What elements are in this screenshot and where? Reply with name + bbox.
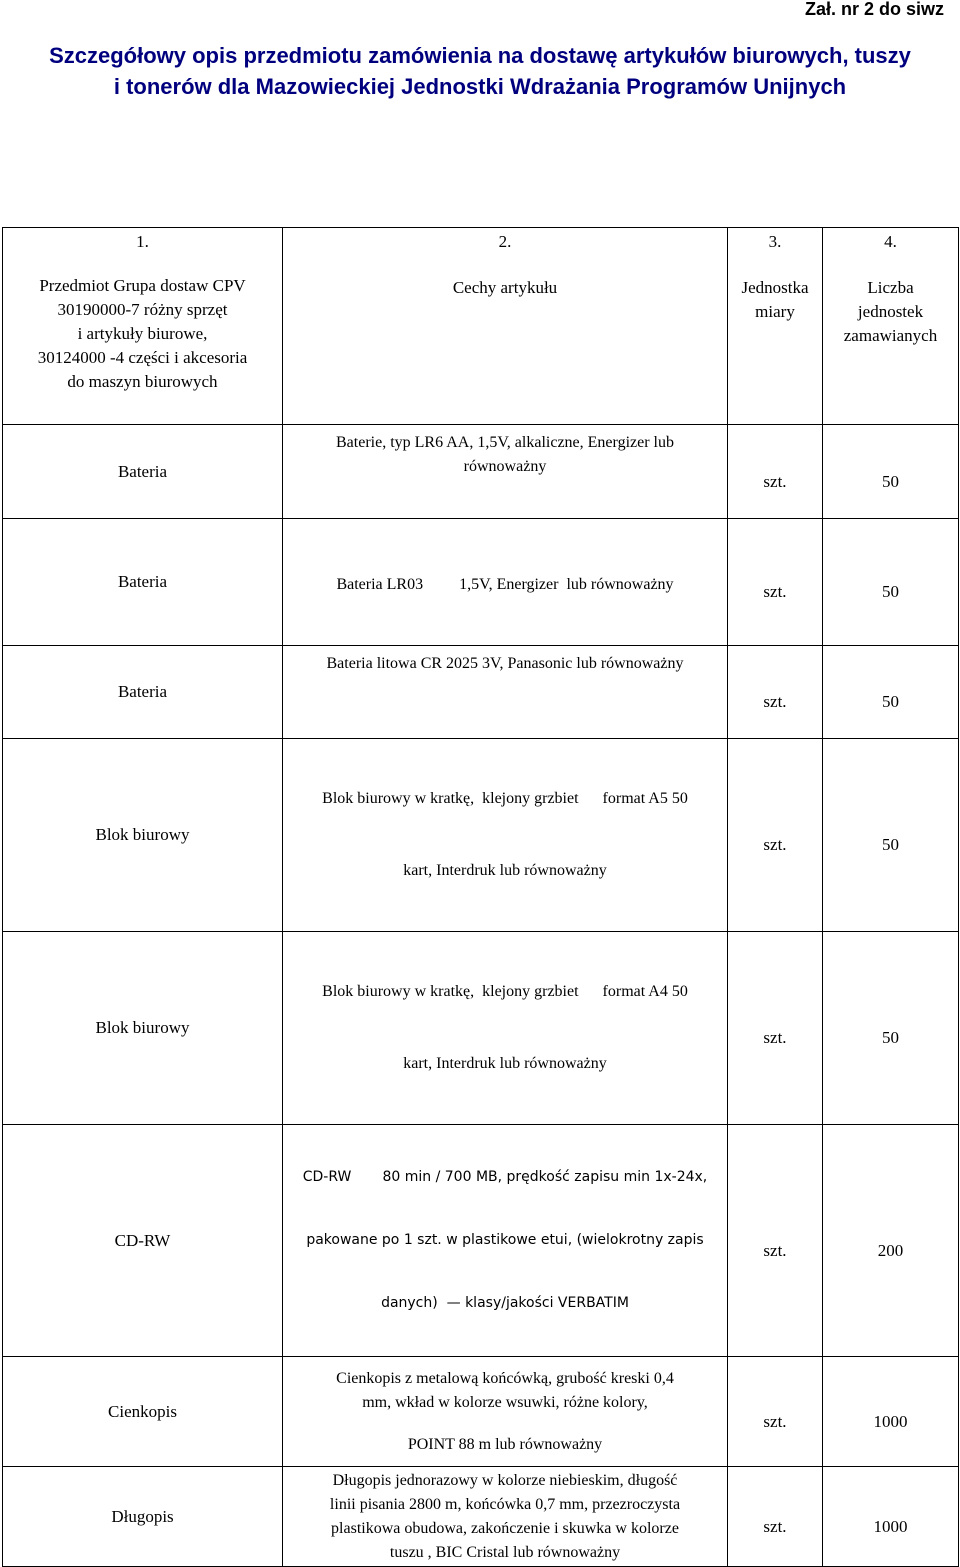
column-number-1: 1.: [3, 228, 283, 257]
table-row: [3, 519, 959, 646]
item-feature-line: Blok biurowy w kratkę, klejony grzbiet format A4 50: [322, 983, 688, 1000]
column-number-row: [3, 228, 959, 257]
item-quantity: 50: [823, 425, 959, 519]
item-feature-line: Bateria litowa CR 2025 3V, Panasonic lub równoważny: [326, 655, 684, 672]
item-quantity: 200: [823, 1125, 959, 1357]
table-row: [3, 932, 959, 1125]
item-feature-line: Cienkopis z metalową końcówką, grubość kreski 0,4: [336, 1369, 674, 1387]
item-unit: szt.: [728, 932, 823, 1125]
item-subject: Blok biurowy: [3, 739, 283, 932]
item-feature-line: plastikowa obudowa, zakończenie i skuwka w kolorze: [331, 1519, 679, 1537]
item-feature-line: mm, wkład w kolorze wsuwki, różne kolory,: [362, 1393, 648, 1411]
document-title: [0, 40, 960, 102]
item-unit: szt.: [728, 425, 823, 519]
item-feature-line: kart, Interdruk lub równoważny: [403, 1055, 607, 1072]
column-number-2: 2.: [283, 228, 728, 257]
title-line-1: Szczegółowy opis przedmiotu zamówienia na dostawę artykułów biurowych, tuszy: [49, 43, 911, 68]
item-feature-line: Blok biurowy w kratkę, klejony grzbiet format A5 50: [322, 790, 688, 807]
spacer: [289, 1415, 721, 1433]
table-row: [3, 1125, 959, 1357]
table-row: [3, 646, 959, 739]
header-subject-line: i artykuły biurowe,: [77, 324, 208, 343]
item-unit: szt.: [728, 739, 823, 932]
item-feature-line: CD-RW 80 min / 700 MB, prędkość zapisu min 1x-24x,: [302, 1169, 708, 1185]
item-feature-line: Bateria LR03 1,5V, Energizer lub równoważny: [336, 576, 674, 593]
item-unit: szt.: [728, 1467, 823, 1567]
item-subject: Bateria: [3, 646, 283, 739]
item-feature-line: Długopis jednorazowy w kolorze niebieskim, długość: [332, 1471, 678, 1489]
item-feature-line: linii pisania 2800 m, końcówka 0,7 mm, przezroczysta: [329, 1495, 681, 1513]
item-quantity: 50: [823, 519, 959, 646]
header-quantity-line: Liczba: [867, 278, 914, 297]
item-unit: szt.: [728, 1357, 823, 1467]
table-row: [3, 425, 959, 519]
item-quantity: 50: [823, 739, 959, 932]
item-feature-line: POINT 88 m lub równoważny: [407, 1435, 603, 1453]
header-quantity-line: zamawianych: [843, 326, 938, 345]
item-subject: CD-RW: [3, 1125, 283, 1357]
item-feature-line: tuszu , BIC Cristal lub równoważny: [389, 1543, 621, 1561]
item-quantity: 50: [823, 932, 959, 1125]
order-table: [2, 227, 959, 1567]
header-subject-line: 30124000 -4 części i akcesoria: [37, 348, 248, 367]
header-quantity-line: jednostek: [857, 302, 924, 321]
table-row: [3, 1357, 959, 1467]
item-features: [283, 646, 728, 739]
header-subject-line: 30190000-7 różny sprzęt: [57, 300, 228, 319]
item-subject: Bateria: [3, 425, 283, 519]
item-unit: szt.: [728, 1125, 823, 1357]
header-unit-line: Jednostka: [741, 278, 809, 297]
item-unit: szt.: [728, 646, 823, 739]
item-features: [283, 425, 728, 519]
header-subject: [3, 256, 283, 425]
item-subject: Bateria: [3, 519, 283, 646]
column-number-4: 4.: [823, 228, 959, 257]
item-quantity: 1000: [823, 1467, 959, 1567]
item-features: [283, 932, 728, 1125]
item-features: [283, 1467, 728, 1567]
item-features: [283, 519, 728, 646]
header-quantity: [823, 256, 959, 425]
item-feature-line: danych) — klasy/jakości VERBATIM: [381, 1295, 629, 1311]
header-features: Cechy artykułu: [283, 256, 728, 425]
table-row: [3, 739, 959, 932]
header-unit: [728, 256, 823, 425]
title-line-2: i tonerów dla Mazowieckiej Jednostki Wdrażania Programów Unijnych: [113, 74, 847, 99]
header-row: [3, 256, 959, 425]
table-row: [3, 1467, 959, 1567]
item-features: [283, 1357, 728, 1467]
item-feature-line: Baterie, typ LR6 AA, 1,5V, alkaliczne, Energizer lub: [336, 434, 674, 451]
item-feature-line: pakowane po 1 szt. w plastikowe etui, (wielokrotny zapis: [306, 1232, 704, 1248]
header-unit-line: miary: [755, 302, 795, 321]
column-number-3: 3.: [728, 228, 823, 257]
item-subject: Blok biurowy: [3, 932, 283, 1125]
header-subject-line: Przedmiot Grupa dostaw CPV: [39, 276, 246, 295]
item-quantity: 50: [823, 646, 959, 739]
item-features: [283, 1125, 728, 1357]
item-feature-line: kart, Interdruk lub równoważny: [403, 862, 607, 879]
header-subject-line: do maszyn biurowych: [67, 372, 218, 391]
item-feature-line: równoważny: [463, 458, 547, 475]
item-subject: Cienkopis: [3, 1357, 283, 1467]
item-features: [283, 739, 728, 932]
item-quantity: 1000: [823, 1357, 959, 1467]
item-subject: Długopis: [3, 1467, 283, 1567]
attachment-label: Zał. nr 2 do siwz: [804, 0, 944, 19]
item-unit: szt.: [728, 519, 823, 646]
